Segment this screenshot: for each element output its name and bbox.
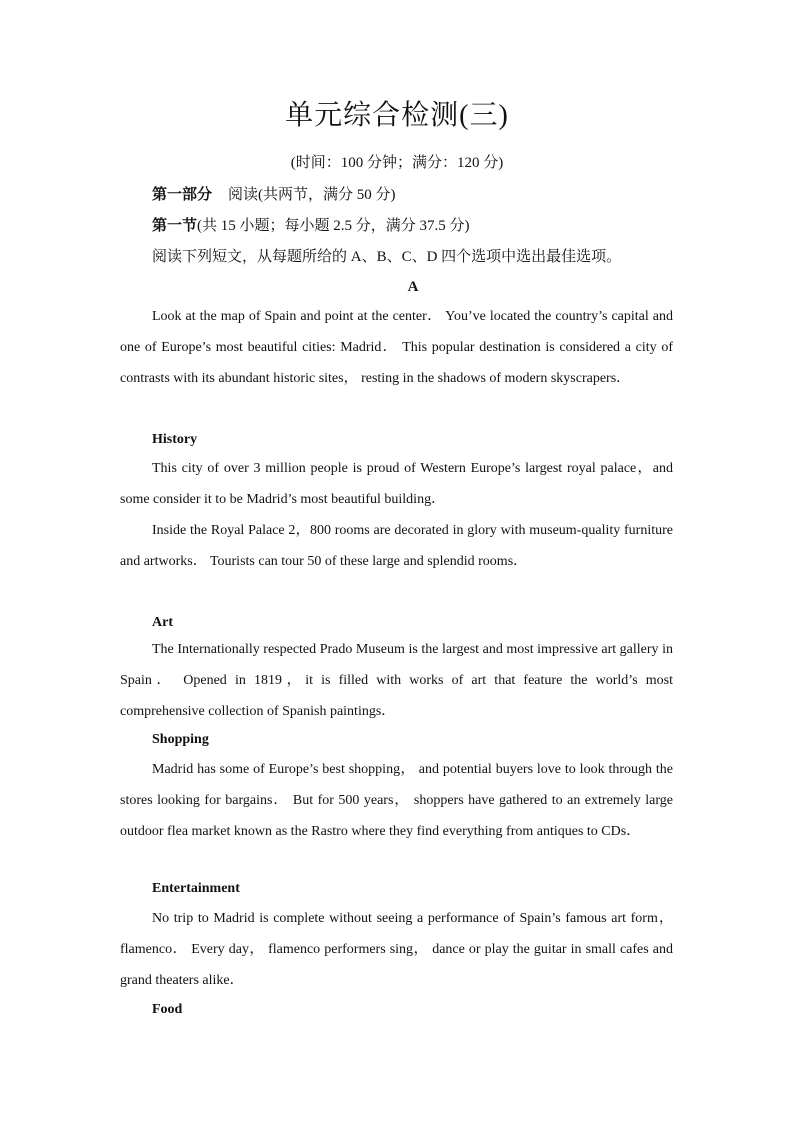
heading-food: Food [152, 1002, 183, 1017]
heading-art: Art [152, 615, 173, 630]
page-title: 单元综合检测(三) [285, 100, 509, 131]
heading-shopping: Shopping [152, 732, 209, 747]
passage-intro [120, 301, 673, 394]
heading-entertainment: Entertainment [152, 881, 240, 896]
history-paragraph-2: Inside the Royal Palace 2，800 rooms are decorated in glory with museum-quality furniture and artworks． Tourists can tour 50 of these large and splendid rooms． [120, 523, 673, 569]
section-one-line [152, 215, 470, 237]
history-paragraph-1: This city of over 3 million people is proud of Western Europe’s largest royal palace，and some consider it to be Madrid’s most beautiful building． [120, 461, 673, 507]
art-paragraph-1: The Internationally respected Prado Museum is the largest and most impressive art gallery in Spain． Opened in 1819，it is filled with works of art that feature the world’s most comprehensive collection of Spanish paintings． [120, 642, 673, 719]
history-body [120, 453, 673, 577]
entertainment-paragraph-1: No trip to Madrid is complete without seeing a performance of Spain’s famous art form， flamenco． Every day， flamenco performers sing， dance or play the guitar in small cafes and grand theaters alike． [120, 911, 673, 988]
heading-history: History [152, 432, 198, 447]
shopping-body [120, 754, 673, 847]
exam-time-and-score: (时间：100 分钟；满分：120 分) [290, 155, 504, 171]
part-one-text: 阅读(共两节，满分 50 分) [228, 187, 396, 203]
intro-paragraph: Look at the map of Spain and point at the center． You’ve located the country’s capital and one of Europe’s most beautiful cities: Madrid． This popular destination is considered a city of contrasts with its abundant historic sites， resting in the shadows of modern skyscrapers． [120, 309, 673, 386]
section-one-label: 第一节 [152, 218, 198, 234]
instruction-line: 阅读下列短文，从每题所给的 A、B、C、D 四个选项中选出最佳选项。 [152, 249, 622, 265]
art-body [120, 634, 673, 727]
shopping-paragraph-1: Madrid has some of Europe’s best shopping， and potential buyers love to look through the stores looking for bargains． But for 500 years， shoppers have gathered to an extremely large outdoor flea market known as the Rastro where they find everything from antiques to CDs． [120, 762, 673, 839]
part-one-line [152, 184, 396, 206]
section-one-text: (共 15 小题；每小题 2.5 分，满分 37.5 分) [197, 218, 470, 234]
entertainment-body [120, 903, 673, 996]
passage-letter: A [407, 279, 419, 295]
part-one-label: 第一部分 [152, 187, 213, 203]
